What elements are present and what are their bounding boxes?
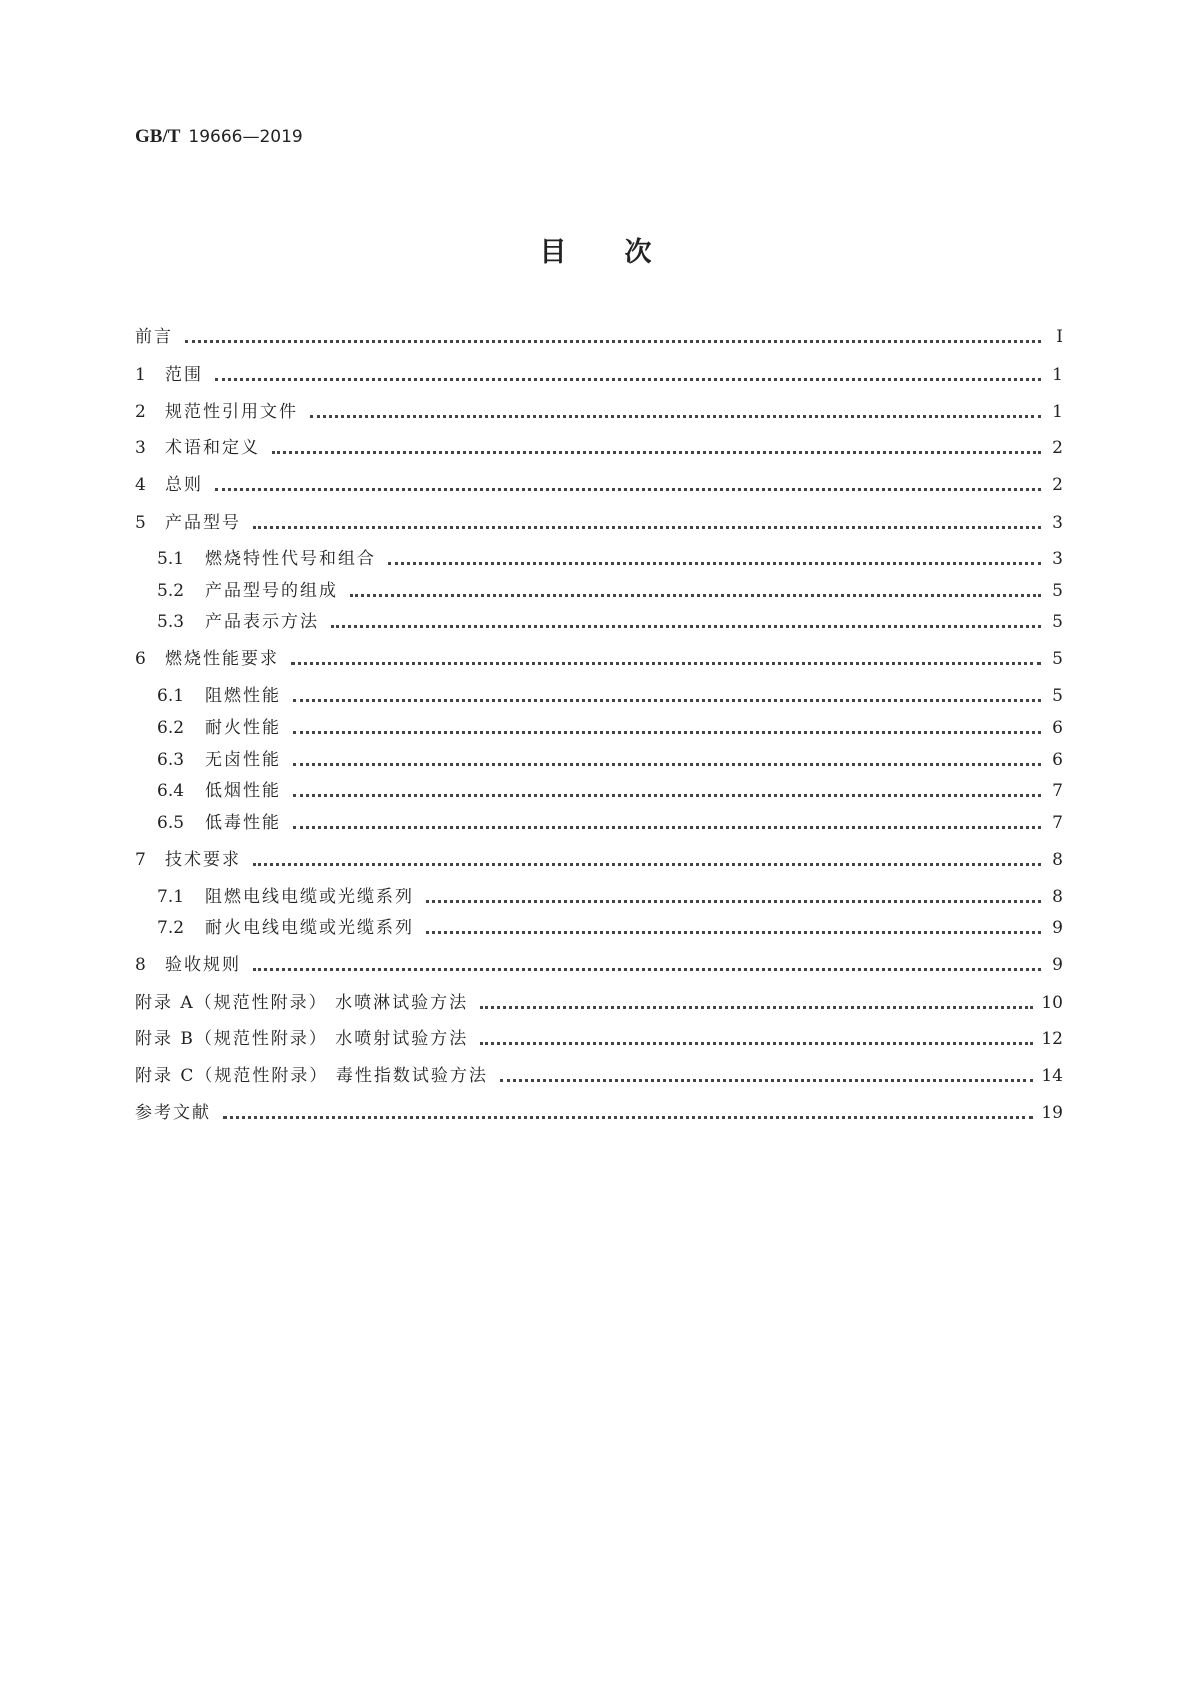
dot-leader bbox=[223, 1116, 1033, 1119]
toc-entry[interactable] bbox=[135, 325, 1063, 349]
dot-leader bbox=[331, 625, 1041, 628]
toc-entry-number: 5 bbox=[135, 513, 146, 533]
toc-entry-number: 6.2 bbox=[157, 718, 185, 738]
toc-entry-number: 6 bbox=[135, 649, 146, 669]
toc-entry-label: 无卤性能 bbox=[205, 750, 281, 770]
toc-entry[interactable] bbox=[157, 716, 1063, 740]
toc-entry-number: 1 bbox=[135, 365, 146, 385]
toc-entry-label: 燃烧特性代号和组合 bbox=[205, 549, 376, 569]
toc-entry-page: 3 bbox=[1052, 513, 1063, 533]
toc-entry-page: 9 bbox=[1052, 955, 1063, 975]
toc-entry[interactable] bbox=[157, 779, 1063, 803]
toc-entry[interactable] bbox=[135, 511, 1063, 535]
toc-entry-page: 19 bbox=[1041, 1103, 1063, 1123]
toc-entry-number: 7 bbox=[135, 850, 146, 870]
toc-entry-number: 3 bbox=[135, 438, 146, 458]
toc-entry-label: 技术要求 bbox=[165, 850, 241, 870]
toc-entry-page: 2 bbox=[1052, 475, 1063, 495]
toc-entry-number: 6.1 bbox=[157, 686, 185, 706]
toc-entry-page: 10 bbox=[1041, 993, 1063, 1013]
toc-entry-number: 5.2 bbox=[157, 581, 185, 601]
toc-entry-number: 4 bbox=[135, 475, 146, 495]
toc-entry-label: 附录 B（规范性附录） 水喷射试验方法 bbox=[135, 1029, 469, 1049]
toc-entry[interactable] bbox=[135, 1101, 1063, 1125]
toc-entry-number: 6.5 bbox=[157, 813, 185, 833]
dot-leader bbox=[310, 415, 1041, 418]
toc-entry[interactable] bbox=[135, 1064, 1063, 1088]
dot-leader bbox=[185, 340, 1041, 343]
dot-leader bbox=[500, 1079, 1034, 1082]
toc-entry[interactable] bbox=[135, 848, 1063, 872]
toc-entry[interactable] bbox=[157, 748, 1063, 772]
dot-leader bbox=[293, 794, 1041, 797]
toc-entry-label: 产品型号 bbox=[165, 513, 241, 533]
toc-entry-page: Ⅰ bbox=[1056, 327, 1063, 347]
toc-entry-label: 前言 bbox=[135, 327, 173, 347]
toc-entry-page: 9 bbox=[1052, 918, 1063, 938]
standard-code: GB/T bbox=[135, 126, 181, 147]
toc-entry-label: 产品表示方法 bbox=[205, 612, 319, 632]
toc-entry-page: 7 bbox=[1052, 781, 1063, 801]
dot-leader bbox=[388, 562, 1041, 565]
toc-entry-page: 1 bbox=[1052, 365, 1063, 385]
toc-entry[interactable] bbox=[135, 400, 1063, 424]
dot-leader bbox=[293, 763, 1041, 766]
toc-entry-number: 7.2 bbox=[157, 918, 185, 938]
toc-entry[interactable] bbox=[135, 473, 1063, 497]
dot-leader bbox=[426, 931, 1041, 934]
toc-entry[interactable] bbox=[135, 991, 1063, 1015]
toc-entry[interactable] bbox=[157, 916, 1063, 940]
toc-entry[interactable] bbox=[135, 436, 1063, 460]
toc-entry-page: 6 bbox=[1052, 750, 1063, 770]
toc-entry-label: 耐火电线电缆或光缆系列 bbox=[205, 918, 414, 938]
toc-entry-number: 8 bbox=[135, 955, 146, 975]
dot-leader bbox=[272, 451, 1041, 454]
toc-entry-number: 6.3 bbox=[157, 750, 185, 770]
toc-entry-label: 验收规则 bbox=[165, 955, 241, 975]
toc-entry-label: 参考文献 bbox=[135, 1103, 211, 1123]
toc-entry[interactable] bbox=[135, 363, 1063, 387]
toc-entry[interactable] bbox=[157, 579, 1063, 603]
toc-entry-label: 附录 C（规范性附录） 毒性指数试验方法 bbox=[135, 1066, 488, 1086]
toc-entry[interactable] bbox=[135, 1027, 1063, 1051]
toc-entry-page: 8 bbox=[1052, 887, 1063, 907]
toc-entry-page: 5 bbox=[1052, 649, 1063, 669]
toc-entry-page: 3 bbox=[1052, 549, 1063, 569]
toc-entry-label: 阻燃性能 bbox=[205, 686, 281, 706]
toc-entry-page: 2 bbox=[1052, 438, 1063, 458]
toc-entry-page: 7 bbox=[1052, 813, 1063, 833]
toc-entry-label: 阻燃电线电缆或光缆系列 bbox=[205, 887, 414, 907]
toc-entry-number: 2 bbox=[135, 402, 146, 422]
dot-leader bbox=[291, 662, 1041, 665]
toc-entry-label: 总则 bbox=[165, 475, 203, 495]
toc-entry-label: 术语和定义 bbox=[165, 438, 260, 458]
dot-leader bbox=[293, 731, 1041, 734]
toc-entry[interactable] bbox=[157, 610, 1063, 634]
toc-entry-number: 5.3 bbox=[157, 612, 185, 632]
dot-leader bbox=[350, 594, 1041, 597]
toc-entry-label: 燃烧性能要求 bbox=[165, 649, 279, 669]
toc-entry-label: 低毒性能 bbox=[205, 813, 281, 833]
toc-entry-page: 6 bbox=[1052, 718, 1063, 738]
toc-entry-page: 12 bbox=[1041, 1029, 1063, 1049]
toc-entry-label: 产品型号的组成 bbox=[205, 581, 338, 601]
toc-entry-page: 8 bbox=[1052, 850, 1063, 870]
standard-year: 19666—2019 bbox=[188, 127, 303, 147]
dot-leader bbox=[215, 378, 1041, 381]
dot-leader bbox=[480, 1042, 1033, 1045]
dot-leader bbox=[253, 863, 1041, 866]
toc-entry-label: 耐火性能 bbox=[205, 718, 281, 738]
dot-leader bbox=[215, 488, 1041, 491]
toc-entry-page: 1 bbox=[1052, 402, 1063, 422]
standard-number bbox=[135, 126, 303, 148]
toc-entry-page: 5 bbox=[1052, 612, 1063, 632]
dot-leader bbox=[293, 699, 1041, 702]
toc-entry-label: 规范性引用文件 bbox=[165, 402, 298, 422]
toc-entry-number: 7.1 bbox=[157, 887, 185, 907]
toc-entry-label: 范围 bbox=[165, 365, 203, 385]
toc-entry-number: 5.1 bbox=[157, 549, 185, 569]
dot-leader bbox=[253, 968, 1041, 971]
toc-entry-label: 低烟性能 bbox=[205, 781, 281, 801]
toc-entry[interactable] bbox=[135, 647, 1063, 671]
toc-entry[interactable] bbox=[157, 811, 1063, 835]
toc-entry-page: 5 bbox=[1052, 581, 1063, 601]
toc-entry-number: 6.4 bbox=[157, 781, 185, 801]
dot-leader bbox=[293, 826, 1041, 829]
dot-leader bbox=[253, 526, 1041, 529]
toc-entry[interactable] bbox=[157, 885, 1063, 909]
toc-entry[interactable] bbox=[157, 684, 1063, 708]
toc-entry[interactable] bbox=[135, 953, 1063, 977]
toc-entry-page: 14 bbox=[1041, 1066, 1063, 1086]
toc-entry[interactable] bbox=[157, 547, 1063, 571]
dot-leader bbox=[480, 1006, 1033, 1009]
dot-leader bbox=[426, 900, 1041, 903]
page-title: 目次 bbox=[539, 237, 710, 268]
toc-entry-label: 附录 A（规范性附录） 水喷淋试验方法 bbox=[135, 993, 469, 1013]
toc-entry-page: 5 bbox=[1052, 686, 1063, 706]
